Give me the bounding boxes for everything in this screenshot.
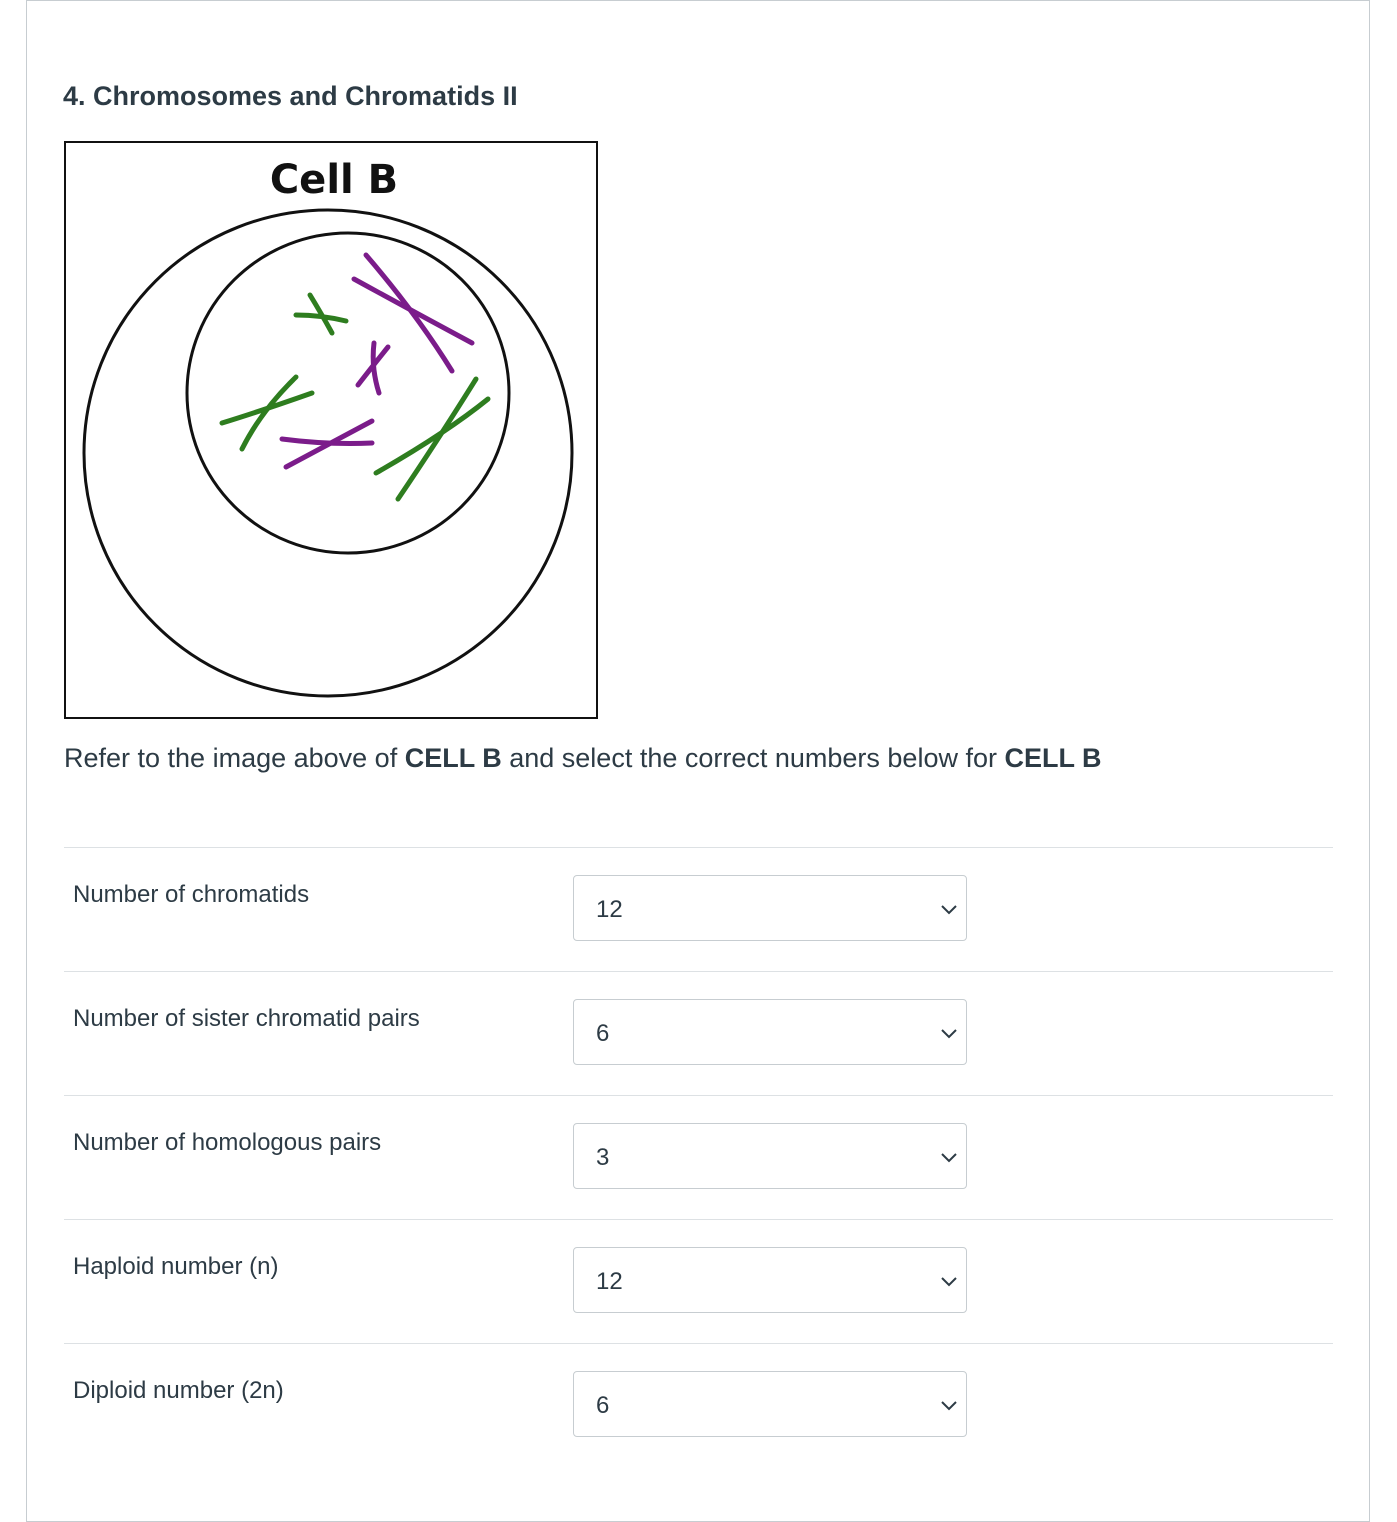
cell-diagram bbox=[64, 141, 598, 719]
row-label: Diploid number (2n) bbox=[73, 1377, 284, 1404]
selected-value: 6 bbox=[596, 1392, 610, 1419]
question-prompt bbox=[64, 743, 1102, 774]
chromatids-select[interactable] bbox=[573, 875, 967, 941]
cell-illustration bbox=[66, 143, 596, 717]
sister-pairs-select[interactable] bbox=[573, 999, 967, 1065]
chevron-down-icon bbox=[940, 1272, 958, 1290]
homologous-pairs-select[interactable] bbox=[573, 1123, 967, 1189]
chromosome-green-large bbox=[376, 379, 488, 499]
chromosome-green-medium bbox=[222, 377, 312, 449]
selected-value: 12 bbox=[596, 1268, 623, 1295]
chromosome-green-small bbox=[296, 295, 346, 333]
question-title: 4. Chromosomes and Chromatids II bbox=[63, 81, 518, 111]
answer-rows bbox=[64, 847, 1333, 1467]
selected-value: 6 bbox=[596, 1020, 610, 1047]
figure-label: Cell B bbox=[269, 157, 399, 203]
row-label: Number of chromatids bbox=[73, 881, 310, 908]
selected-value: 12 bbox=[596, 896, 623, 923]
prompt-emphasis: CELL B bbox=[404, 743, 502, 773]
chevron-down-icon bbox=[940, 1024, 958, 1042]
row-label: Haploid number (n) bbox=[73, 1253, 279, 1280]
chevron-down-icon bbox=[940, 1148, 958, 1166]
chevron-down-icon bbox=[940, 900, 958, 918]
selected-value: 3 bbox=[596, 1144, 610, 1171]
answer-row-sister-pairs bbox=[64, 971, 1333, 1095]
chevron-down-icon bbox=[940, 1396, 958, 1414]
answer-row-homologous-pairs bbox=[64, 1095, 1333, 1219]
answer-row-diploid bbox=[64, 1343, 1333, 1467]
answer-row-chromatids bbox=[64, 847, 1333, 971]
diploid-select[interactable] bbox=[573, 1371, 967, 1437]
row-label: Number of homologous pairs bbox=[73, 1129, 382, 1156]
prompt-text: Refer to the image above of bbox=[64, 743, 405, 773]
nucleus bbox=[187, 233, 509, 553]
prompt-text: and select the correct numbers below for bbox=[501, 743, 1005, 773]
quiz-question-card bbox=[26, 0, 1370, 1522]
answer-row-haploid bbox=[64, 1219, 1333, 1343]
chromosome-purple-small bbox=[358, 343, 388, 393]
prompt-emphasis: CELL B bbox=[1004, 743, 1102, 773]
row-label: Number of sister chromatid pairs bbox=[73, 1005, 420, 1032]
haploid-select[interactable] bbox=[573, 1247, 967, 1313]
chromosome-purple-medium bbox=[282, 421, 372, 467]
